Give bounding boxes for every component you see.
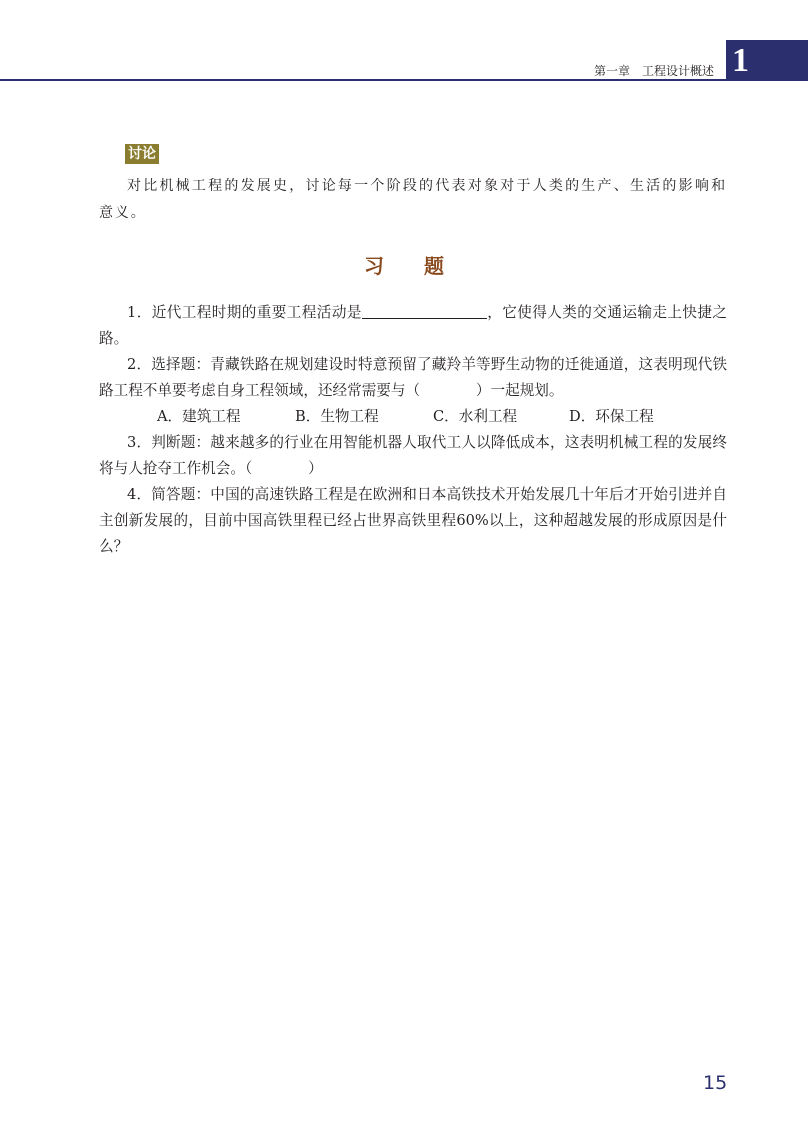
question-3-text-end: ） [308,460,323,477]
question-4 [99,482,727,560]
option-b: B．生物工程 [295,408,379,425]
answer-paren-gap [420,378,476,404]
running-header [594,62,714,79]
exercise-list [99,300,727,560]
question-2-text-end: ）一起规划。 [475,382,564,399]
option-d: D．环保工程 [569,408,654,425]
question-4-text: 4．简答题：中国的高速铁路工程是在欧洲和日本高铁技术开始发展几十年后才开始引进并自主创新发展的，目前中国高铁里程已经占世界高铁里程60%以上，这种超越发展的形成原因是什么？ [99,486,727,555]
discussion-text: 对比机械工程的发展史，讨论每一个阶段的代表对象对于人类的生产、生活的影响和意义。 [99,178,727,221]
question-1-text-end: ，它使得人类的交通运输走上快捷之路。 [99,304,727,347]
question-1-text: 1．近代工程时期的重要工程活动是 [127,304,362,321]
chapter-title: 工程设计概述 [641,64,714,78]
chapter-label: 第一章 [593,64,630,78]
page-number: 15 [703,1072,728,1094]
fill-in-blank [362,302,487,319]
question-1 [99,300,727,352]
question-3-text: 3．判断题：越来越多的行业在用智能机器人取代工人以降低成本，这表明机械工程的发展终将与人抢夺工作机会。（ [99,434,727,477]
header-rule [0,79,726,81]
option-a: A．建筑工程 [157,408,241,425]
exercises-title: 习题 [364,254,484,278]
discussion-badge: 讨论 [125,144,159,164]
question-2-options [99,404,727,430]
answer-paren-gap [252,456,308,482]
chapter-number-tab: 1 [726,40,808,81]
question-2-text: 2．选择题：青藏铁路在规划建设时特意预留了藏羚羊等野生动物的迁徙通道，这表明现代铁路工程不单要考虑自身工程领域，还经常需要与（ [99,356,727,399]
option-c: C．水利工程 [433,408,518,425]
question-3 [99,430,727,482]
question-2 [99,352,727,404]
